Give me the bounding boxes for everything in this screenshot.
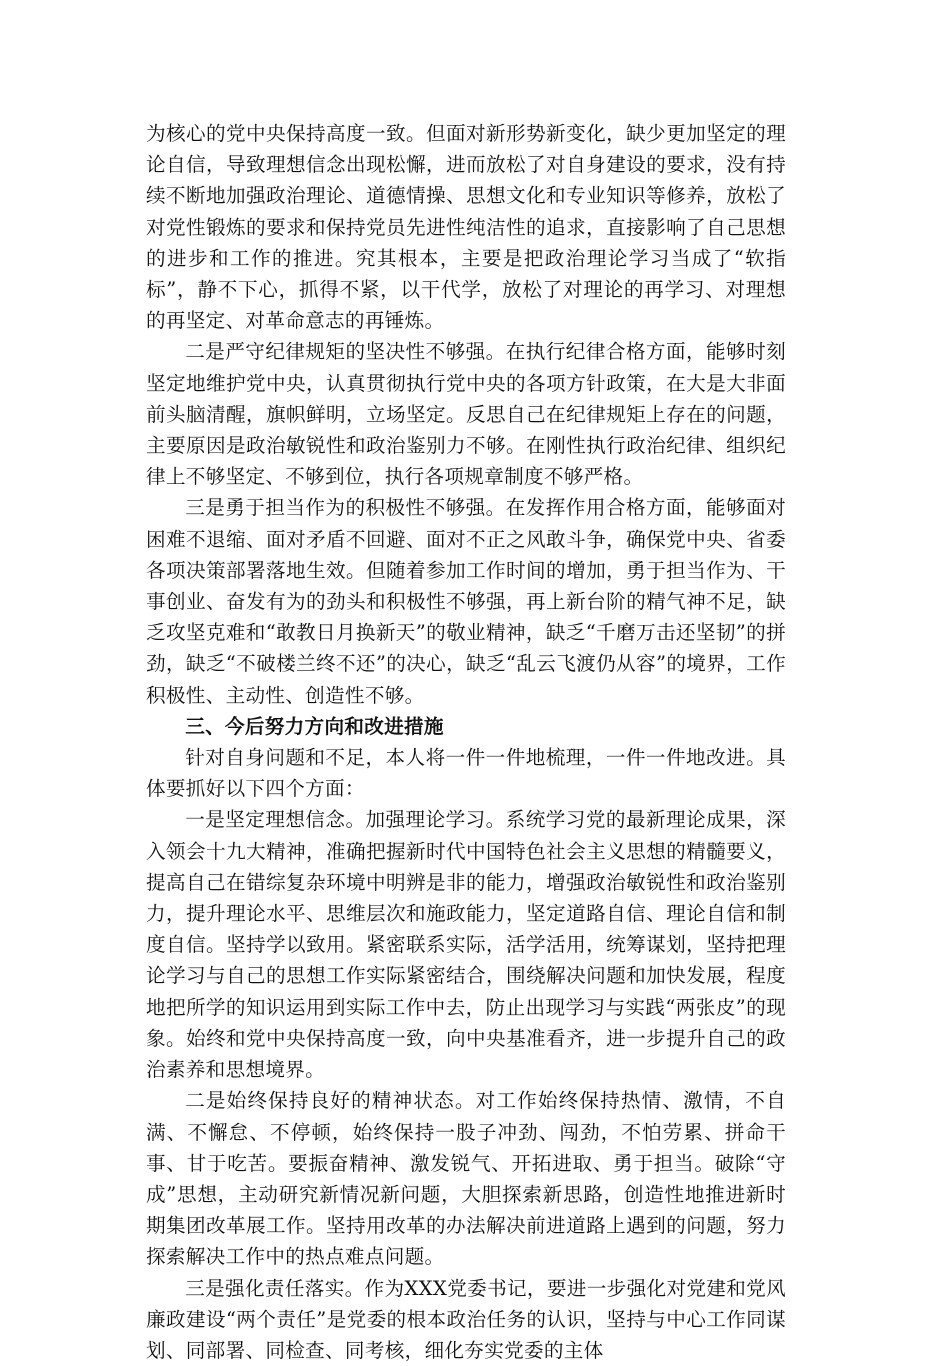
paragraph-continuation: 为核心的党中央保持高度一致。但面对新形势新变化，缺少更加坚定的理论自信，导致理想信念出现松懈，进而放松了对自身建设的要求，没有持续不断地加强政治理论、道德情操、思想文化和专业知识等修养，放松了对党性锻炼的要求和保持党员先进性纯洁性的追求，直接影响了自己思想的进步和工作的推进。究其根本，主要是把政治理论学习当成了“软指标”，静不下心，抓得不紧，以干代学，放松了对理论的再学习、对理想的再坚定、对革命意志的再锤炼。: [146, 122, 786, 333]
paragraph-responsibility: 三是勇于担当作为的积极性不够强。在发挥作用合格方面，能够面对困难不退缩、面对矛盾不回避、面对不正之风敢斗争，确保党中央、省委各项决策部署落地生效。但随着参加工作时间的增加，勇于担当作为、干事创业、奋发有为的劲头和积极性不够强，再上新台阶的精气神不足，缺乏攻坚克难和“敢教日月换新天”的敬业精神，缺乏“千磨万击还坚韧”的拼劲，缺乏“不破楼兰终不还”的决心，缺乏“乱云飞渡仍从容”的境界，工作积极性、主动性、创造性不够。: [146, 496, 786, 707]
section-heading: 三、今后努力方向和改进措施: [185, 714, 444, 738]
paragraph-intro: 针对自身问题和不足，本人将一件一件地梳理，一件一件地改进。具体要抓好以下四个方面：: [146, 746, 786, 801]
paragraph-measure-three: 三是强化责任落实。作为XXX党委书记，要进一步强化对党建和党风廉政建设“两个责任”是党委的根本政治任务的认识，坚持与中心工作同谋划、同部署、同检查、同考核，细化夯实党委的主体: [146, 1276, 786, 1362]
paragraph-measure-two: 二是始终保持良好的精神状态。对工作始终保持热情、激情，不自满、不懈怠、不停顿，始终保持一股子冲劲、闯劲，不怕劳累、拼命干事、甘于吃苦。要振奋精神、激发锐气、开拓进取、勇于担当。破除“守成”思想，主动研究新情况新问题，大胆探索新思路，创造性地推进新时期集团改革展工作。坚持用改革的办法解决前进道路上遇到的问题，努力探索解决工作中的热点难点问题。: [146, 1089, 786, 1269]
paragraph-discipline: 二是严守纪律规矩的坚决性不够强。在执行纪律合格方面，能够时刻坚定地维护党中央，认真贯彻执行党中央的各项方针政策，在大是大非面前头脑清醒，旗帜鲜明，立场坚定。反思自己在纪律规矩上存在的问题，主要原因是政治敏锐性和政治鉴别力不够。在刚性执行政治纪律、组织纪律上不够坚定、不够到位，执行各项规章制度不够严格。: [146, 340, 786, 489]
paragraph-measure-one: 一是坚定理想信念。加强理论学习。系统学习党的最新理论成果，深入领会十九大精神，准确把握新时代中国特色社会主义思想的精髓要义，提高自己在错综复杂环境中明辨是非的能力，增强政治敏锐性和政治鉴别力，提升理论水平、思维层次和施政能力，坚定道路自信、理论自信和制度自信。坚持学以致用。紧密联系实际，活学活用，统筹谋划，坚持把理论学习与自己的思想工作实际紧密结合，围绕解决问题和加快发展，程度地把所学的知识运用到实际工作中去，防止出现学习与实践“两张皮”的现象。始终和党中央保持高度一致，向中央基准看齐，进一步提升自己的政治素养和思想境界。: [146, 808, 786, 1082]
document-body: [146, 118, 786, 1366]
